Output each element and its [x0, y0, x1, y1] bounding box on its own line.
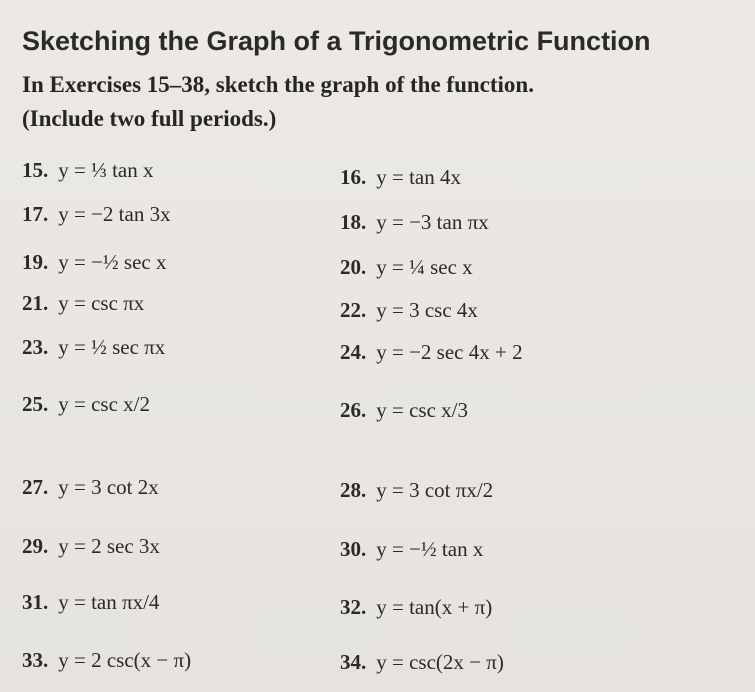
- exercise-33: [22, 648, 191, 673]
- exercise-27: [22, 475, 159, 500]
- exercise-equation: y = −3 tan πx: [376, 210, 489, 234]
- exercise-number: 15.: [22, 158, 49, 182]
- exercise-number: 21.: [22, 291, 49, 315]
- exercise-20: [340, 255, 473, 280]
- exercise-21: [22, 291, 144, 316]
- exercise-number: 24.: [340, 340, 367, 364]
- exercise-29: [22, 534, 160, 559]
- instructions-line-2: (Include two full periods.): [22, 106, 277, 131]
- exercise-equation: y = csc πx: [58, 291, 145, 315]
- instructions-line-1: In Exercises 15–38, sketch the graph of the function.: [22, 72, 534, 97]
- exercise-number: 30.: [340, 537, 367, 561]
- exercise-equation: y = ¼ sec x: [376, 255, 473, 279]
- exercise-number: 29.: [22, 534, 49, 558]
- exercise-equation: y = 2 sec 3x: [58, 534, 160, 558]
- exercise-number: 34.: [340, 650, 367, 674]
- exercise-number: 32.: [340, 595, 367, 619]
- exercise-15: [22, 158, 154, 183]
- exercise-equation: y = 3 csc 4x: [376, 298, 478, 322]
- exercise-25: [22, 392, 150, 417]
- exercise-equation: y = 2 csc(x − π): [58, 648, 192, 672]
- exercise-equation: y = 3 cot πx/2: [376, 478, 494, 502]
- exercise-equation: y = csc x/3: [376, 398, 468, 422]
- exercise-28: [340, 478, 493, 503]
- exercise-30: [340, 537, 483, 562]
- exercise-number: 22.: [340, 298, 367, 322]
- exercise-equation: y = 3 cot 2x: [58, 475, 159, 499]
- section-heading: Sketching the Graph of a Trigonometric Function: [22, 26, 651, 56]
- exercise-equation: y = −½ tan x: [376, 537, 484, 561]
- exercise-22: [340, 298, 478, 323]
- exercise-number: 27.: [22, 475, 49, 499]
- exercise-equation: y = tan πx/4: [58, 590, 160, 614]
- exercise-16: [340, 165, 461, 190]
- exercise-equation: y = −½ sec x: [58, 250, 167, 274]
- exercise-equation: y = csc x/2: [58, 392, 150, 416]
- exercise-18: [340, 210, 489, 235]
- exercise-23: [22, 335, 165, 360]
- exercise-equation: y = ½ sec πx: [58, 335, 166, 359]
- exercise-number: 16.: [340, 165, 367, 189]
- exercise-number: 28.: [340, 478, 367, 502]
- exercise-number: 19.: [22, 250, 49, 274]
- exercise-19: [22, 250, 167, 275]
- exercise-equation: y = csc(2x − π): [376, 650, 504, 674]
- exercise-number: 26.: [340, 398, 367, 422]
- exercise-number: 20.: [340, 255, 367, 279]
- exercise-26: [340, 398, 468, 423]
- exercise-equation: y = tan 4x: [376, 165, 461, 189]
- exercise-equation: y = tan(x + π): [376, 595, 493, 619]
- exercise-24: [340, 340, 523, 365]
- exercise-number: 33.: [22, 648, 49, 672]
- exercise-number: 23.: [22, 335, 49, 359]
- exercise-number: 31.: [22, 590, 49, 614]
- exercise-equation: y = ⅓ tan x: [58, 158, 154, 182]
- exercise-31: [22, 590, 159, 615]
- exercise-equation: y = −2 sec 4x + 2: [376, 340, 523, 364]
- exercise-17: [22, 202, 171, 227]
- exercise-number: 17.: [22, 202, 49, 226]
- exercise-34: [340, 650, 504, 675]
- exercise-number: 25.: [22, 392, 49, 416]
- exercise-number: 18.: [340, 210, 367, 234]
- exercise-32: [340, 595, 492, 620]
- exercise-equation: y = −2 tan 3x: [58, 202, 171, 226]
